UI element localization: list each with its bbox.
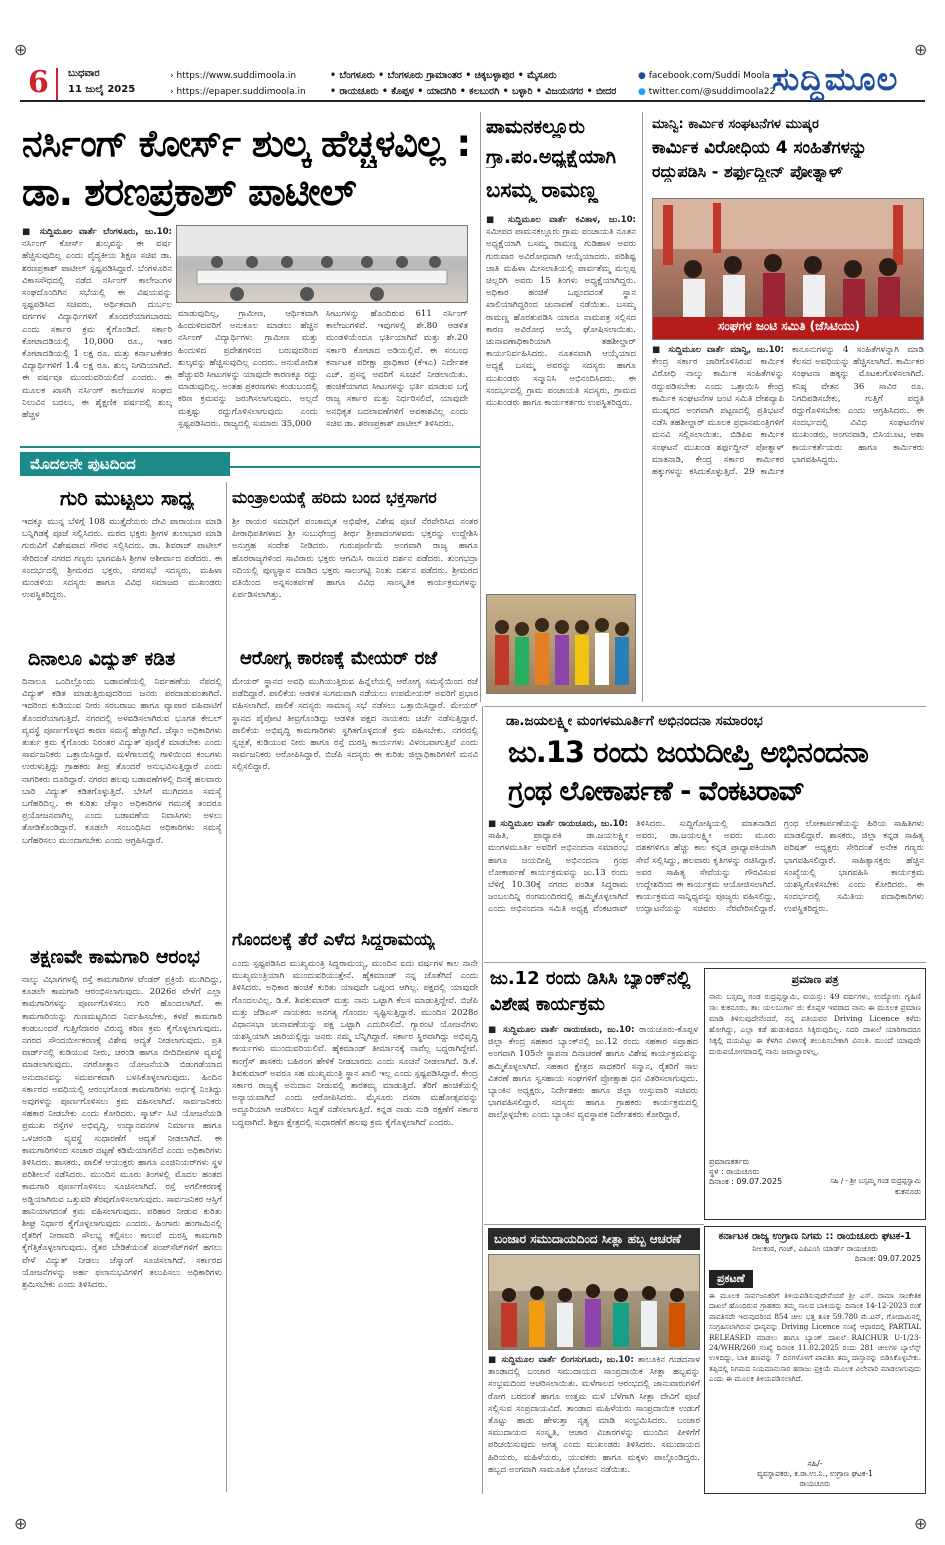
continued-banner: ಮೊದಲನೇ ಪುಟದಿಂದ	[20, 452, 230, 476]
power-headline: ದಿನಾಲೂ ವಿದ್ಯುತ್ ಕಡಿತ	[28, 648, 176, 670]
dcc-text: ರಾಯಚೂರು-ಕೊಪ್ಪಳ ಜಿಲ್ಲಾ ಕೇಂದ್ರ ಸಹಕಾರ ಬ್ಯಾಂಕ್‌ನಲ್ಲಿ ಜು.12 ರಂದು ಸಹಕಾರ ಸಪ್ತಾಹದ ಅಂಗವಾಗಿ 105ನೇ ಸ್ಥಾಪನಾ ದಿನಾಚರಣೆ ಹಾಗೂ ವಿಶೇಷ ಕಾರ್ಯಕ್ರಮವನ್ನು ಹಮ್ಮಿಕೊಳ್ಳಲಾಗಿದೆ. ಸಹಕಾರ ಕ್ಷೇತ್ರದ ಸಾಧಕರಿಗೆ ಸನ್ಮಾನ, ರೈತರಿಗೆ ಸಾಲ ವಿತರಣೆ ಹಾಗೂ ಸ್ವಸಹಾಯ ಸಂಘಗಳಿಗೆ ಪ್ರೋತ್ಸಾಹ ಧನ ವಿತರಿಸಲಾಗುವುದು. ಬ್ಯಾಂಕಿನ ಅಧ್ಯಕ್ಷರು, ನಿರ್ದೇಶಕರು ಹಾಗೂ ಜಿಲ್ಲಾ ಉಸ್ತುವಾರಿ ಸಚಿವರು ಭಾಗವಹಿಸಲಿದ್ದಾರೆ. ಸದಸ್ಯರು ಹಾಗೂ ಗ್ರಾಹಕರು ಕಾರ್ಯಕ್ರಮದಲ್ಲಿ ಪಾಲ್ಗೊಳ್ಳಬೇಕು ಎಂದು ಬ್ಯಾಂಕಿನ ವ್ಯವಸ್ಥಾಪಕ ನಿರ್ದೇಶಕರು ಕೋರಿದ್ದಾರೆ.	[488, 1025, 698, 1121]
labour-body	[652, 344, 924, 700]
cities-line-2: • ರಾಯಚೂರು • ಕೊಪ್ಪಳ • ಯಾದಗಿರಿ • ಕಲಬುರಗಿ • ಬಳ್ಳಾರಿ • ವಿಜಯನಗರ • ಬೀದರ	[330, 86, 617, 97]
ksdc-sign2: ವ್ಯವಸ್ಥಾಪಕರು, ಕ.ರಾ.ಉ.ನಿ., ಉಗ್ರಾಣ ಘಟಕ-1	[757, 1469, 873, 1478]
column-rule	[480, 112, 481, 702]
section-rule	[484, 962, 926, 963]
lead-byline: ■ ಸುದ್ದಿಮೂಲ ವಾರ್ತೆ ಬೆಂಗಳೂರು, ಜು.10:	[22, 227, 172, 237]
ksdc-notice	[704, 1226, 926, 1494]
labour-byline: ■ ಸುದ್ದಿಮೂಲ ವಾರ್ತೆ ಮಾನ್ವಿ, ಜು.10:	[652, 345, 784, 355]
certificate-notice	[704, 968, 926, 1220]
certificate-place: ಸ್ಥಳ : ರಾಯಚೂರು	[709, 1167, 760, 1176]
column-rule	[642, 112, 643, 702]
festival-photo-illustration	[489, 1255, 700, 1350]
certificate-sign: ಪ್ರಮಾಣಕರ್ತರು	[709, 1157, 750, 1166]
lead-text-a: ನರ್ಸಿಂಗ್ ಕೋರ್ಸ್ ಶುಲ್ಕವನ್ನು ಈ ವರ್ಷ ಹೆಚ್ಚಿಸುವುದಿಲ್ಲ ಎಂದು ವೈದ್ಯಕೀಯ ಶಿಕ್ಷಣ ಸಚಿವ ಡಾ. ಶರಣಪ್ರಕಾಶ್ ಪಾಟೀಲ್ ಸ್ಪಷ್ಟಪಡಿಸಿದ್ದಾರೆ. ಬೆಂಗಳೂರಿನ ವಿಕಾಸಸೌಧದಲ್ಲಿ ನಡೆದ ನರ್ಸಿಂಗ್ ಕಾಲೇಜುಗಳ ಸಂಘದೊಂದಿಗಿನ ಸಭೆಯಲ್ಲಿ ಈ ವಿಷಯವನ್ನು ಸ್ಪಷ್ಟಪಡಿಸಿದ ಸಚಿವರು, ಆರ್ಥಿಕವಾಗಿ ದುರ್ಬಲ ವರ್ಗಗಳ ವಿದ್ಯಾರ್ಥಿಗಳಿಗೆ ತೊಂದರೆಯಾಗಬಾರದು ಎಂದು ಸರ್ಕಾರ ಕ್ರಮ ಕೈಗೊಂಡಿದೆ. ಸರ್ಕಾರಿ ಕೋಟಾದಡಿಯಲ್ಲಿ 10,000 ರೂ., ಇತರ ಕೋಟಾದಡಿಯಲ್ಲಿ 1 ಲಕ್ಷ ರೂ. ಮತ್ತು ಕರ್ನಾಟಕೇತರ ವಿದ್ಯಾರ್ಥಿಗಳಿಗೆ 1.4 ಲಕ್ಷ ರೂ. ಶುಲ್ಕ ನಿಗದಿಯಾಗಿದೆ. ಈ ವರ್ಷವೂ ಮುಂದುವರಿಯಲಿದೆ ಎಂದರು. ಈ ಮೂಲಕ ಖಾಸಗಿ ನರ್ಸಿಂಗ್ ಕಾಲೇಜುಗಳ ಸಂಘದ ನಿಲುವಿನ ಬದಲು, ಈ ಶೈಕ್ಷಣಿಕ ವರ್ಷದಲ್ಲಿ ಶುಲ್ಕ ಹೆಚ್ಚಳ	[22, 239, 172, 421]
page-header	[20, 60, 925, 102]
mantralaya-body: ಶ್ರೀ ರಾಯರ ಸಮಾಧಿಗೆ ಪಂಚಾಮೃತ ಅಭಿಷೇಕ, ವಿಶೇಷ ಪೂಜೆ ನೆರವೇರಿಸಿದ ನಂತರ ಪೀಠಾಧಿಪತಿಗಳಾದ ಶ್ರೀ ಸುಬುಧೇಂದ್ರ ತೀರ್ಥ ಶ್ರೀಪಾದಂಗಳವರು ಭಕ್ತರನ್ನು ಉದ್ದೇಶಿಸಿ ಅನುಗ್ರಹ ಸಂದೇಶ ನೀಡಿದರು. ಗುರುಪೂರ್ಣಿಮೆ ಅಂಗವಾಗಿ ರಾಜ್ಯ ಹಾಗೂ ಹೊರರಾಜ್ಯಗಳಿಂದ ಸಾವಿರಾರು ಭಕ್ತರು ಆಗಮಿಸಿ ರಾಯರ ದರ್ಶನ ಪಡೆದರು. ತುಂಗಭದ್ರಾ ನದಿಯಲ್ಲಿ ಪುಣ್ಯಸ್ನಾನ ಮಾಡಿದ ಭಕ್ತರು ಸಾಲುಗಟ್ಟಿ ನಿಂತು ದರ್ಶನ ಪಡೆದರು. ಶ್ರೀಮಠದ ವತಿಯಿಂದ ಅನ್ನಸಂತರ್ಪಣೆ ಹಾಗೂ ವಿವಿಧ ಸಾಂಸ್ಕೃತಿಕ ಕಾರ್ಯಕ್ರಮಗಳನ್ನು ಏರ್ಪಡಿಸಲಾಗಿತ್ತು.	[232, 517, 478, 601]
panchayat-headline-2: ಗ್ರಾ.ಪಂ.ಅಧ್ಯಕ್ಷೆಯಾಗಿ	[486, 146, 616, 168]
twitter-icon: ●	[638, 87, 649, 97]
registration-mark: ⊕	[914, 1514, 928, 1533]
registration-mark: ⊕	[14, 40, 28, 59]
meeting-photo-illustration	[177, 226, 468, 303]
facebook-icon: ●	[638, 71, 649, 81]
tender-body: ನಾಲ್ಕು ವಿಭಾಗಗಳಲ್ಲಿ ರಸ್ತೆ ಕಾಮಗಾರಿಗಳ ಟೆಂಡರ್ ಪ್ರಕ್ರಿಯೆ ಮುಗಿದಿದ್ದು, ಕೂಡಲೇ ಕಾಮಗಾರಿ ಆರಂಭಿಸಲಾಗುವುದು. 2026ರ ವೇಳೆಗೆ ಎಲ್ಲಾ ಕಾಮಗಾರಿಗಳನ್ನು ಪೂರ್ಣಗೊಳಿಸಲು ಗುರಿ ಹೊಂದಲಾಗಿದೆ. ಈ ಕಾಮಗಾರಿಯನ್ನು ಗುಣಮಟ್ಟದಿಂದ ನಿರ್ವಹಿಸಬೇಕು, ಕಳಪೆ ಕಾಮಗಾರಿ ಕಂಡುಬಂದರೆ ಗುತ್ತಿಗೆದಾರರ ವಿರುದ್ಧ ಕಠಿಣ ಕ್ರಮ ಕೈಗೊಳ್ಳಲಾಗುವುದು. ನಗರದ ಸೌಂದರ್ಯೀಕರಣಕ್ಕೆ ವಿಶೇಷ ಆದ್ಯತೆ ನೀಡಲಾಗುವುದು. ಪ್ರತಿ ವಾರ್ಡ್‌ನಲ್ಲಿ ಕುಡಿಯುವ ನೀರು, ಚರಂಡಿ ಹಾಗೂ ಬೀದಿದೀಪಗಳ ವ್ಯವಸ್ಥೆ ಮಾಡಲಾಗುವುದು. ನಗರೋತ್ಥಾನ ಯೋಜನೆಯಡಿ ಬಿಡುಗಡೆಯಾದ ಅನುದಾನವನ್ನು ಸಮರ್ಪಕವಾಗಿ ಬಳಸಿಕೊಳ್ಳಲಾಗುವುದು. ಹಿಂದಿನ ಸರ್ಕಾರದ ಅವಧಿಯಲ್ಲಿ ಆರಂಭಗೊಂಡ ಕಾಮಗಾರಿಗಳು ಅರ್ಧಕ್ಕೆ ನಿಂತಿದ್ದು ಅವುಗಳನ್ನು ಪೂರ್ಣಗೊಳಿಸಲು ಕ್ರಮ ವಹಿಸಲಾಗಿದೆ. ಸಾರ್ವಜನಿಕರು ಸಹಕಾರ ನೀಡಬೇಕು ಎಂದು ಕೋರಿದರು. ಸ್ಮಾರ್ಟ್ ಸಿಟಿ ಯೋಜನೆಯಡಿ ಪ್ರಮುಖ ರಸ್ತೆಗಳ ಅಭಿವೃದ್ಧಿ, ಉದ್ಯಾನವನಗಳ ನಿರ್ಮಾಣ ಹಾಗೂ ಒಳಚರಂಡಿ ವ್ಯವಸ್ಥೆ ಸುಧಾರಣೆಗೆ ಆದ್ಯತೆ ನೀಡಲಾಗಿದೆ. ಈ ಕಾಮಗಾರಿಗಳಿಂದ ಸಂಚಾರ ದಟ್ಟಣೆ ಕಡಿಮೆಯಾಗಲಿದೆ ಎಂದು ಅಧಿಕಾರಿಗಳು ತಿಳಿಸಿದರು. ಶಾಸಕರು, ಪಾಲಿಕೆ ಆಯುಕ್ತರು ಹಾಗೂ ಎಂಜಿನಿಯರ್‌ಗಳು ಸ್ಥಳ ಪರಿಶೀಲನೆ ನಡೆಸಿದರು. ಮುಂದಿನ ಮೂರು ತಿಂಗಳಲ್ಲಿ ಮೊದಲ ಹಂತದ ಕಾಮಗಾರಿ ಪೂರ್ಣಗೊಳಿಸಲು ಸೂಚಿಸಲಾಗಿದೆ. ರಸ್ತೆ ಅಗಲೀಕರಣಕ್ಕೆ ಅಡ್ಡಿಯಾಗಿರುವ ಒತ್ತುವರಿ ತೆರವುಗೊಳಿಸಲಾಗುವುದು. ಸಾರ್ವಜನಿಕರ ಆಸ್ತಿಗೆ ಹಾನಿಯಾಗದಂತೆ ಕ್ರಮ ವಹಿಸಲಾಗುವುದು. ಪರಿಹಾರ ನೀಡುವ ಕುರಿತು ಶೀಘ್ರ ನಿರ್ಧಾರ ಕೈಗೊಳ್ಳಲಾಗುವುದು ಎಂದರು. ಹಿಂಗಾರು ಹಂಗಾಮಿನಲ್ಲಿ ರೈತರಿಗೆ ನೀರಾವರಿ ಸೌಲಭ್ಯ ಕಲ್ಪಿಸಲು ಕಾಲುವೆ ದುರಸ್ತಿ ಕಾಮಗಾರಿ ಕೈಗೆತ್ತಿಕೊಳ್ಳಲಾಗುವುದು. ರೈತರ ಬೇಡಿಕೆಯಂತೆ ಪಂಪ್‌ಸೆಟ್‌ಗಳಿಗೆ ಹಗಲು ವೇಳೆ ವಿದ್ಯುತ್ ನೀಡಲು ಜೆಸ್ಕಾಂಗೆ ಸೂಚಿಸಲಾಗಿದೆ. ಸರ್ಕಾರದ ಯೋಜನೆಗಳನ್ನು ಅರ್ಹ ಫಲಾನುಭವಿಗಳಿಗೆ ತಲುಪಿಸಲು ಅಧಿಕಾರಿಗಳು ಶ್ರಮಿಸಬೇಕು ಎಂದು ತಿಳಿಸಿದರು.	[22, 975, 222, 1291]
jayalakshmi-text: ಸಾಹಿತಿ, ಪ್ರಾಧ್ಯಾಪಕಿ ಡಾ.ಜಯಲಕ್ಷ್ಮೀ ಮಂಗಳಮೂರ್ತಿ ಅವರಿಗೆ ಅಭಿನಂದನಾ ಸಮಾರಂಭ ಹಾಗೂ ಜಯದೀಪ್ತಿ ಅಭಿನಂದನಾ ಗ್ರಂಥ ಲೋಕಾರ್ಪಣೆ ಕಾರ್ಯಕ್ರಮವನ್ನು ಜು.13 ರಂದು ಬೆಳಿಗ್ಗೆ 10.30ಕ್ಕೆ ನಗರದ ಪಂಡಿತ ಸಿದ್ದರಾಮ ಜಂಬಲದಿನ್ನಿ ರಂಗಮಂದಿರದಲ್ಲಿ ಹಮ್ಮಿಕೊಳ್ಳಲಾಗಿದೆ ಎಂದು ಅಭಿನಂದನಾ ಸಮಿತಿ ಅಧ್ಯಕ್ಷ ವೆಂಕಟರಾವ್ ತಿಳಿಸಿದರು. ಸುದ್ದಿಗೋಷ್ಠಿಯಲ್ಲಿ ಮಾತನಾಡಿದ ಅವರು, ಡಾ.ಜಯಲಕ್ಷ್ಮೀ ಅವರು ಮೂರು ದಶಕಗಳಿಗೂ ಹೆಚ್ಚು ಕಾಲ ಕನ್ನಡ ಪ್ರಾಧ್ಯಾಪಕಿಯಾಗಿ ಸೇವೆ ಸಲ್ಲಿಸಿದ್ದು, ಹಲವಾರು ಕೃತಿಗಳನ್ನು ರಚಿಸಿದ್ದಾರೆ. ಅವರ ಸಾಹಿತ್ಯ ಸೇವೆಯನ್ನು ಗೌರವಿಸುವ ಉದ್ದೇಶದಿಂದ ಈ ಕಾರ್ಯಕ್ರಮ ಆಯೋಜಿಸಲಾಗಿದೆ. ಕಾರ್ಯಕ್ರಮದ ಸಾನ್ನಿಧ್ಯವನ್ನು ಪೂಜ್ಯರು ವಹಿಸಲಿದ್ದು, ಉದ್ಘಾಟನೆಯನ್ನು ಸಚಿವರು ನೆರವೇರಿಸಲಿದ್ದಾರೆ. ಗ್ರಂಥ ಲೋಕಾರ್ಪಣೆಯನ್ನು ಹಿರಿಯ ಸಾಹಿತಿಗಳು ಮಾಡಲಿದ್ದಾರೆ. ಶಾಸಕರು, ಜಿಲ್ಲಾ ಕನ್ನಡ ಸಾಹಿತ್ಯ ಪರಿಷತ್ ಅಧ್ಯಕ್ಷರು ಸೇರಿದಂತೆ ಅನೇಕ ಗಣ್ಯರು ಭಾಗವಹಿಸಲಿದ್ದಾರೆ. ಸಾಹಿತ್ಯಾಸಕ್ತರು ಹೆಚ್ಚಿನ ಸಂಖ್ಯೆಯಲ್ಲಿ ಭಾಗವಹಿಸಿ ಕಾರ್ಯಕ್ರಮ ಯಶಸ್ವಿಗೊಳಿಸಬೇಕು ಎಂದು ಕೋರಿದರು. ಈ ಸಂದರ್ಭದಲ್ಲಿ ಸಮಿತಿಯ ಪದಾಧಿಕಾರಿಗಳು ಉಪಸ್ಥಿತರಿದ್ದರು.	[488, 819, 924, 915]
panchayat-headline-1: ಪಾಮನಕಲ್ಲೂರು	[486, 116, 585, 138]
guri-headline: ಗುರಿ ಮುಟ್ಟಲು ಸಾಧ್ಯ	[60, 486, 195, 510]
facebook-link[interactable]: facebook.com/Suddi Moola	[648, 71, 770, 81]
banjara-photo	[488, 1254, 700, 1350]
lead-headline-1: ನರ್ಸಿಂಗ್ ಕೋರ್ಸ್ ಶುಲ್ಕ ಹೆಚ್ಚಳವಿಲ್ಲ :	[22, 122, 471, 165]
header-date: 11 ಜುಲೈ 2025	[68, 84, 136, 95]
registration-mark: ⊕	[914, 40, 928, 59]
lead-body-col2: ಮಾಡುವುದಿಲ್ಲ, ಗ್ರಾಮೀಣ, ಆರ್ಥಿಕವಾಗಿ ಹಿಂದುಳಿದವರಿಗೆ ಅನುಕೂಲ ಮಾಡಲು ಹೆಚ್ಚಿನ ನರ್ಸಿಂಗ್ ವಿದ್ಯಾರ್ಥಿಗಳು ಗ್ರಾಮೀಣ ಮತ್ತು ಹಿಂದುಳಿದ ಪ್ರದೇಶಗಳಿಂದ ಬರುವುದರಿಂದ ಶುಲ್ಕವನ್ನು ಹೆಚ್ಚಿಸುವುದಿಲ್ಲ ಎಂದರು. ಅನುಮೋದಿತ ಹೆಚ್ಚುವರಿ ಸೀಟುಗಳನ್ನು ಯಾವುದೇ ಕಾರಣಕ್ಕೂ ರದ್ದು ಮಾಡುವುದಿಲ್ಲ. ಅಂತಹ ಪ್ರಕರಣಗಳು ಕಂಡುಬಂದಲ್ಲಿ ಕಠಿಣ ಕ್ರಮವನ್ನು ಜರುಗಿಸಲಾಗುವುದು. ಅಲ್ಲದೆ ಮತ್ತಷ್ಟು ರದ್ದುಗೊಳಿಸಲಾಗುವುದು ಎಂದು ಸ್ಪಷ್ಟಪಡಿಸಿದರು. ರಾಜ್ಯದಲ್ಲಿ ಸುಮಾರು 35,000	[178, 309, 318, 429]
power-body: ದಿನಾಲೂ ಒಂದಿಲ್ಲೊಂದು ಬಡಾವಣೆಯಲ್ಲಿ ನಿರ್ವಹಣೆಯ ನೆಪದಲ್ಲಿ ವಿದ್ಯುತ್ ಕಡಿತ ಮಾಡುತ್ತಿರುವುದರಿಂದ ಜನರು ಪರದಾಡುವಂತಾಗಿದೆ. ಇದರಿಂದ ಕುಡಿಯುವ ನೀರು ಸರಬರಾಜು ಹಾಗೂ ವ್ಯಾಪಾರ ವಹಿವಾಟಿಗೆ ತೊಂದರೆಯಾಗುತ್ತಿದೆ. ನಗರದಲ್ಲಿ ಅಳವಡಿಸಲಾಗಿರುವ ಭೂಗತ ಕೇಬಲ್ ವ್ಯವಸ್ಥೆ ಪೂರ್ಣಗೊಳ್ಳದ ಕಾರಣ ಸಮಸ್ಯೆ ಹೆಚ್ಚಾಗಿದೆ. ಜೆಸ್ಕಾಂ ಅಧಿಕಾರಿಗಳು ತುರ್ತು ಕ್ರಮ ಕೈಗೊಂಡು ನಿರಂತರ ವಿದ್ಯುತ್ ಪೂರೈಕೆ ಮಾಡಬೇಕು ಎಂದು ಸಾರ್ವಜನಿಕರು ಒತ್ತಾಯಿಸಿದ್ದಾರೆ. ಮಳೆಗಾಲದಲ್ಲಿ ಗಾಳಿಯಿಂದ ಕಂಬಗಳು ಉರುಳುತ್ತಿದ್ದು ಗ್ರಾಹಕರು ತೀವ್ರ ತೊಂದರೆ ಅನುಭವಿಸುತ್ತಿದ್ದಾರೆ ಎಂದು ನಾಗರಿಕರು ದೂರಿದ್ದಾರೆ. ನಗರದ ಹಲವು ಬಡಾವಣೆಗಳಲ್ಲಿ ದಿನಕ್ಕೆ ಹಲವಾರು ಬಾರಿ ವಿದ್ಯುತ್ ಕಡಿತಗೊಳ್ಳುತ್ತಿದೆ. ಬೇಸಿಗೆ ಮುಗಿದರೂ ಸಮಸ್ಯೆ ಬಗೆಹರಿದಿಲ್ಲ. ಈ ಕುರಿತು ಜೆಸ್ಕಾಂ ಅಧಿಕಾರಿಗಳ ಗಮನಕ್ಕೆ ತಂದರೂ ಪ್ರಯೋಜನವಾಗಿಲ್ಲ ಎಂದು ಬಡಾವಣೆಯ ನಿವಾಸಿಗಳು ಅಳಲು ತೋಡಿಕೊಂಡಿದ್ದಾರೆ. ಕೂಡಲೇ ಸಂಬಂಧಿಸಿದ ಅಧಿಕಾರಿಗಳು ಸಮಸ್ಯೆ ಬಗೆಹರಿಸಲು ಮುಂದಾಗಬೇಕು ಎಂದು ಆಗ್ರಹಿಸಿದ್ದಾರೆ.	[22, 677, 222, 846]
dcc-headline-1: ಜು.12 ರಂದು ಡಿಸಿಸಿ ಬ್ಯಾಂಕ್‌ನಲ್ಲಿ	[490, 968, 691, 989]
jayalakshmi-byline: ■ ಸುದ್ದಿಮೂಲ ವಾರ್ತೆ ರಾಯಚೂರು, ಜು.10:	[488, 819, 628, 829]
labour-headline-1: ಕಾರ್ಮಿಕ ವಿರೋಧಿಯ 4 ಸಂಹಿತೆಗಳನ್ನು	[652, 138, 868, 158]
siddaramaiah-headline: ಗೊಂದಲಕ್ಕೆ ತೆರೆ ಎಳೆದ ಸಿದ್ದರಾಮಯ್ಯ	[232, 930, 435, 950]
group-photo-illustration	[487, 595, 636, 694]
ksdc-sign1: ಸಹಿ/-	[807, 1459, 823, 1468]
link-icon: ›	[170, 71, 177, 81]
certificate-title: ಪ್ರಮಾಣ ಪತ್ರ	[791, 973, 839, 986]
divider	[56, 68, 58, 100]
certificate-date: ದಿನಾಂಕ : 09.07.2025	[709, 1177, 783, 1186]
photo-banner-text: ಸಂಘಗಳ ಜಂಟಿ ಸಮಿತಿ (ಜೆಸಿಟಿಯು)	[717, 319, 861, 333]
lead-body-col1	[22, 226, 172, 432]
panchayat-body	[486, 214, 636, 590]
certificate-signature: ಸಹಿ / - ಶ್ರೀ ಬಸ್ಸಮ್ಮ ಗಂಡ ರುದ್ರಪ್ಪಸ್ವಾಮಿ	[830, 1177, 921, 1185]
tender-headline: ತಕ್ಷಣವೇ ಕಾಮಗಾರಿ ಆರಂಭ	[30, 946, 200, 968]
jayalakshmi-headline-2: ಗ್ರಂಥ ಲೋಕಾರ್ಪಣೆ - ವೆಂಕಟರಾವ್	[508, 776, 804, 807]
link-icon: ›	[170, 87, 177, 97]
section-rule	[484, 1224, 704, 1225]
banjara-headline: ಬಂಜಾರ ಸಮುದಾಯದಿಂದ ಸೀತ್ಲಾ ಹಬ್ಬ ಆಚರಣೆ	[494, 1232, 681, 1246]
ksdc-sign3: ರಾಯಚೂರು	[799, 1479, 831, 1488]
siddaramaiah-body: ಎಂದು ಸ್ಪಷ್ಟಪಡಿಸಿದ ಮುಖ್ಯಮಂತ್ರಿ ಸಿದ್ದರಾಮಯ್ಯ, ಮುಂದಿನ ಐದು ವರ್ಷಗಳ ಕಾಲ ನಾನೇ ಮುಖ್ಯಮಂತ್ರಿಯಾಗಿ ಮುಂದುವರಿಯುತ್ತೇನೆ. ಹೈಕಮಾಂಡ್ ನನ್ನ ಜೊತೆಗಿದೆ ಎಂದು ತಿಳಿಸಿದರು. ಅಧಿಕಾರ ಹಂಚಿಕೆ ಕುರಿತು ಯಾವುದೇ ಒಪ್ಪಂದ ಆಗಿಲ್ಲ. ಪಕ್ಷದಲ್ಲಿ ಯಾವುದೇ ಗೊಂದಲವಿಲ್ಲ. ಡಿ.ಕೆ. ಶಿವಕುಮಾರ್ ಮತ್ತು ನಾನು ಒಟ್ಟಾಗಿ ಕೆಲಸ ಮಾಡುತ್ತಿದ್ದೇವೆ. ಬಿಜೆಪಿ ಮತ್ತು ಜೆಡಿಎಸ್ ನಾಯಕರು ಅನಗತ್ಯ ಗೊಂದಲ ಸೃಷ್ಟಿಸುತ್ತಿದ್ದಾರೆ. ಮುಂದಿನ 2028ರ ವಿಧಾನಸಭಾ ಚುನಾವಣೆಯನ್ನು ಪಕ್ಷ ಒಟ್ಟಾಗಿ ಎದುರಿಸಲಿದೆ. ಗ್ಯಾರಂಟಿ ಯೋಜನೆಗಳು ಯಶಸ್ವಿಯಾಗಿ ಜಾರಿಯಲ್ಲಿದ್ದು ಜನರು ನಮ್ಮ ಬೆನ್ನಿಗಿದ್ದಾರೆ. ಸರ್ಕಾರ ಸ್ಥಿರವಾಗಿದ್ದು ಅಭಿವೃದ್ಧಿ ಕಾರ್ಯಗಳು ಮುಂದುವರಿಯಲಿವೆ. ಹೈಕಮಾಂಡ್ ತೀರ್ಮಾನಕ್ಕೆ ನಾವೆಲ್ಲ ಬದ್ಧರಾಗಿದ್ದೇವೆ. ಕಾಂಗ್ರೆಸ್ ಶಾಸಕರು ಬಹಿರಂಗ ಹೇಳಿಕೆ ನೀಡಬಾರದು ಎಂದು ಸೂಚನೆ ನೀಡಲಾಗಿದೆ. ಡಿ.ಕೆ. ಶಿವಕುಮಾರ್ ಅವರೂ ಸಹ ಮುಖ್ಯಮಂತ್ರಿ ಸ್ಥಾನ ಖಾಲಿ ಇಲ್ಲ ಎಂದು ಸ್ಪಷ್ಟಪಡಿಸಿದ್ದಾರೆ. ಕೇಂದ್ರ ಸರ್ಕಾರ ರಾಜ್ಯಕ್ಕೆ ಅನುದಾನ ನೀಡುವಲ್ಲಿ ತಾರತಮ್ಯ ಮಾಡುತ್ತಿದೆ. ತೆರಿಗೆ ಹಂಚಿಕೆಯಲ್ಲಿ ಅನ್ಯಾಯವಾಗಿದೆ ಎಂದು ಆರೋಪಿಸಿದರು. ಮೈಸೂರು ದಸರಾ ಮಹೋತ್ಸವವನ್ನು ಅದ್ಧೂರಿಯಾಗಿ ಆಚರಿಸಲು ಸಿದ್ಧತೆ ನಡೆಸಲಾಗುತ್ತಿದೆ. ಕನ್ನಡ ನಾಡು ನುಡಿ ರಕ್ಷಣೆಗೆ ಸರ್ಕಾರ ಬದ್ಧವಾಗಿದೆ. ಶಿಕ್ಷಣ ಕ್ಷೇತ್ರದಲ್ಲಿ ಸುಧಾರಣೆಗೆ ಹಲವು ಕ್ರಮ ಕೈಗೊಳ್ಳಲಾಗಿದೆ ಎಂದರು.	[232, 959, 478, 1128]
header-social	[638, 68, 775, 100]
column-rule	[482, 706, 483, 1494]
certificate-body: ನಾನು ಬಸ್ಸಮ್ಮ ಗಂಡ ರುದ್ರಪ್ಪಸ್ವಾಮಿ, ವಯಸ್ಸು: 49 ವರ್ಷಗಳು, ಉದ್ಯೋಗ: ಗೃಹಿಣಿ ಸಾ: ಕುಕನೂರು, ತಾ: ಯಲಬುರ್ಗಾ ಜಿ: ಕೊಪ್ಪಳ ಇವರಾದ ನಾನು ಈ ಮೂಲಕ ಪ್ರಮಾಣ ಮಾಡಿ ತಿಳಿಸುವುದೇನೆಂದರೆ, ನನ್ನ ಪತಿಯವರ Driving Licence ಕಳೆದು ಹೋಗಿದ್ದು, ಎಲ್ಲಾ ಕಡೆ ಹುಡುಕಿದರೂ ಸಿಕ್ಕಿರುವುದಿಲ್ಲ. ಸದರಿ ದಾಖಲೆ ಯಾರಿಗಾದರೂ ಸಿಕ್ಕಲ್ಲಿ ದಯವಿಟ್ಟು ಈ ಕೆಳಗಿನ ವಿಳಾಸಕ್ಕೆ ತಲುಪಿಸಬೇಕಾಗಿ ವಿನಂತಿ. ಮುಂದೆ ಯಾವುದೇ ದುರುಪಯೋಗವಾದಲ್ಲಿ ನಾನು ಜವಾಬ್ದಾರಳಲ್ಲ.	[709, 992, 921, 1056]
labour-photo	[652, 198, 924, 340]
dcc-headline-2: ವಿಶೇಷ ಕಾರ್ಯಕ್ರಮ	[490, 994, 605, 1015]
lead-headline-2: ಡಾ. ಶರಣಪ್ರಕಾಶ್ ಪಾಟೀಲ್	[22, 170, 356, 214]
dcc-byline: ■ ಸುದ್ದಿಮೂಲ ವಾರ್ತೆ ರಾಯಚೂರು, ಜು.10:	[488, 1025, 635, 1035]
banner-rule	[20, 446, 480, 448]
panchayat-byline: ■ ಸುದ್ದಿಮೂಲ ವಾರ್ತೆ ಕವಿತಾಳ, ಜು.10:	[486, 215, 636, 225]
section-rule	[484, 706, 926, 707]
panchayat-photo	[486, 594, 636, 694]
panchayat-text: ಸಮೀಪದ ಪಾಮನಕಲ್ಲೂರು ಗ್ರಾಮ ಪಂಚಾಯತಿ ನೂತನ ಅಧ್ಯಕ್ಷೆಯಾಗಿ ಬಸಮ್ಮ ರಾಮಣ್ಣ ಗುಡಿಹಾಳ ಅವರು ಗುರುವಾರ ಅವಿರೋಧವಾಗಿ ಆಯ್ಕೆಯಾದರು. ಪರಿಶಿಷ್ಟ ಜಾತಿ ಮಹಿಳಾ ಮೀಸಲಾತಿಯಲ್ಲಿ ಪಾರ್ವತೆಮ್ಮ ಮಲ್ಲಪ್ಪ ಚಿಲ್ಲರಿಗಿ ಅವರು 15 ತಿಂಗಳು ಅಧ್ಯಕ್ಷೆಯಾಗಿದ್ದರು. ಅಧಿಕಾರ ಹಂಚಿಕೆ ಒಪ್ಪಂದದಂತೆ ಸ್ಥಾನ ಖಾಲಿಯಾಗಿದ್ದರಿಂದ ಚುನಾವಣೆ ನಡೆಯಿತು. ಬಸಮ್ಮ ರಾಮಣ್ಣ ಹೊರತುಪಡಿಸಿ ಯಾರೂ ನಾಮಪತ್ರ ಸಲ್ಲಿಸದ ಕಾರಣ ಅವಿರೋಧ ಆಯ್ಕೆ ಘೋಷಿಸಲಾಯಿತು. ಚುನಾವಣಾಧಿಕಾರಿಯಾಗಿ ತಹಶೀಲ್ದಾರ್ ಕಾರ್ಯನಿರ್ವಹಿಸಿದರು. ನೂತನವಾಗಿ ಆಯ್ಕೆಯಾದ ಅಧ್ಯಕ್ಷೆ ಬಸಮ್ಮ ಅವರನ್ನು ಸದಸ್ಯರು ಹಾಗೂ ಮುಖಂಡರು ಸನ್ಮಾನಿಸಿ ಅಭಿನಂದಿಸಿದರು. ಈ ಸಂದರ್ಭದಲ್ಲಿ ಗ್ರಾಮ ಪಂಚಾಯತಿ ಸದಸ್ಯರು, ಗ್ರಾಮದ ಮುಖಂಡರು ಹಾಗೂ ಕಾರ್ಯಕರ್ತರು ಉಪಸ್ಥಿತರಿದ್ದರು.	[486, 227, 636, 409]
mayor-body: ಮೇಯರ್ ಸ್ಥಾನದ ಅವಧಿ ಮುಗಿಯುತ್ತಿರುವ ಹಿನ್ನೆಲೆಯಲ್ಲಿ ಆರೋಗ್ಯ ಸಮಸ್ಯೆಯಿಂದ ರಜೆ ಪಡೆದಿದ್ದಾರೆ. ಪಾಲಿಕೆಯ ಆಡಳಿತ ಸುಗಮವಾಗಿ ನಡೆಯಲು ಉಪಮೇಯರ್ ಅವರಿಗೆ ಪ್ರಭಾರ ವಹಿಸಲಾಗಿದೆ. ಪಾಲಿಕೆ ಸದಸ್ಯರು ಸಾಮಾನ್ಯ ಸಭೆ ನಡೆಸಲು ಒತ್ತಾಯಿಸಿದ್ದಾರೆ. ಮೇಯರ್ ಸ್ಥಾನದ ಪೈಪೋಟಿ ತೀವ್ರಗೊಂಡಿದ್ದು ಆಡಳಿತ ಪಕ್ಷದ ನಾಯಕರು ಚರ್ಚೆ ನಡೆಸುತ್ತಿದ್ದಾರೆ. ಪಾಲಿಕೆಯ ಅಭಿವೃದ್ಧಿ ಕಾಮಗಾರಿಗಳು ಸ್ಥಗಿತಗೊಳ್ಳದಂತೆ ಕ್ರಮ ವಹಿಸಬೇಕು. ನಗರದಲ್ಲಿ ಸ್ವಚ್ಛತೆ, ಕುಡಿಯುವ ನೀರು ಹಾಗೂ ರಸ್ತೆ ದುರಸ್ತಿ ಕಾರ್ಯಗಳು ವಿಳಂಬವಾಗುತ್ತಿವೆ ಎಂದು ಸಾರ್ವಜನಿಕರು ಆರೋಪಿಸಿದ್ದಾರೆ. ಬಿಜೆಪಿ ಸದಸ್ಯರು ಈ ಕುರಿತು ಜಿಲ್ಲಾಧಿಕಾರಿಗಳಿಗೆ ಮನವಿ ಸಲ್ಲಿಸಲಿದ್ದಾರೆ.	[232, 677, 478, 773]
ksdc-header: ಕರ್ನಾಟಕ ರಾಜ್ಯ ಉಗ್ರಾಣ ನಿಗಮ :: ರಾಯಚೂರು ಘಟಕ-1	[718, 1231, 912, 1242]
guri-body: ಇದಕ್ಕೂ ಮುನ್ನ ಬೆಳಿಗ್ಗೆ 108 ಮುತ್ತೈದೆಯರು ದೇವಿ ಪಾರಾಯಣ ಮಾಡಿ ಬನ್ನಿಗಿಡಕ್ಕೆ ಪೂಜೆ ಸಲ್ಲಿಸಿದರು. ಮಠದ ಭಕ್ತರು ಶ್ರೀಗಳ ತುಲಾಭಾರ ಮಾಡಿ ಗುರುವಿಗೆ ವಿಶೇಷವಾದ ಗೌರವ ಸಲ್ಲಿಸಿದರು. ಡಾ. ಶಿವರಾಜ್ ಪಾಟೀಲ್ ಸೇರಿದಂತೆ ನಗರದ ಗಣ್ಯರು ಭಾಗವಹಿಸಿ ಶ್ರೀಗಳ ಆಶೀರ್ವಾದ ಪಡೆದರು. ಈ ಸಂದರ್ಭದಲ್ಲಿ ಶ್ರೀಮಠದ ಭಕ್ತರು, ನಗರಸಭೆ ಸದಸ್ಯರು, ಮಹಿಳಾ ಮಂಡಳಿಯ ಸದಸ್ಯರು ಹಾಗೂ ವಿವಿಧ ಸಮಾಜದ ಮುಖಂಡರು ಉಪಸ್ಥಿತರಿದ್ದರು.	[22, 517, 222, 601]
banjara-body	[488, 1354, 700, 1494]
cities-line-1: • ಬೆಂಗಳೂರು • ಬೆಂಗಳೂರು ಗ್ರಾಮಾಂತರ • ಚಿಕ್ಕಬಳ್ಳಾಪುರ • ಮೈಸೂರು	[330, 70, 557, 81]
epaper-link[interactable]: https://epaper.suddimoola.in	[176, 87, 306, 97]
header-day: ಬುಧವಾರ	[68, 68, 100, 79]
labour-kicker: ಮಾನ್ವಿ: ಕಾರ್ಮಿಕ ಸಂಘಟನೆಗಳ ಮುಷ್ಕರ	[652, 117, 819, 132]
lead-body-col3: ಸೀಟುಗಳನ್ನು ಹೊಂದಿರುವ 611 ನರ್ಸಿಂಗ್ ಕಾಲೇಜುಗಳಿವೆ. ಇವುಗಳಲ್ಲಿ ಶೇ.80 ಆಡಳಿತ ಮಂಡಳಿಯೆಂದೂ ಭರ್ತಿಯಾಗಿವೆ ಮತ್ತು ಶೇ.20 ಸರ್ಕಾರಿ ಕೋಟಾದ ಅಡಿಯಲ್ಲಿವೆ. ಈ ಸಂಬಂಧ ಕರ್ನಾಟಕ ಪರೀಕ್ಷಾ ಪ್ರಾಧಿಕಾರ (ಕೆಇಎ) ನಿರ್ದೇಶಕ ಎಚ್. ಪ್ರಸನ್ನ ಅವರಿಗೆ ಸೂಚನೆ ನೀಡಲಾಯಿತು. ಹಂಚಿಕೆಯಾಗದ ಸೀಟುಗಳನ್ನು ಭರ್ತಿ ಮಾಡುವ ಬಗ್ಗೆ ರಾಜ್ಯ ಸರ್ಕಾರ ಮತ್ತು ನಿರ್ಧರಿಸಲಿದೆ, ಯಾವುದೇ ಅನಧಿಕೃತ ಬದಲಾವಣೆಗಳಿಗೆ ಅವಕಾಶವಿಲ್ಲ ಎಂದು ಸಚಿವ ಡಾ. ಶರಣಪ್ರಕಾಶ್ ಪಾಟೀಲ್ ತಿಳಿಸಿದರು.	[326, 309, 468, 429]
labour-text: ಕೇಂದ್ರ ಸರ್ಕಾರ ಜಾರಿಗೊಳಿಸಿರುವ ಕಾರ್ಮಿಕ ವಿರೋಧಿ ನಾಲ್ಕು ಕಾರ್ಮಿಕ ಸಂಹಿತೆಗಳನ್ನು ರದ್ದುಪಡಿಸಬೇಕು ಎಂದು ಒತ್ತಾಯಿಸಿ ಕೇಂದ್ರ ಕಾರ್ಮಿಕ ಸಂಘಟನೆಗಳ ಜಂಟಿ ಸಮಿತಿ ದೇಶವ್ಯಾಪಿ ಮುಷ್ಕರದ ಅಂಗವಾಗಿ ಪಟ್ಟಣದಲ್ಲಿ ಪ್ರತಿಭಟನೆ ನಡೆಸಿ ತಹಶೀಲ್ದಾರ್ ಮೂಲಕ ಪ್ರಧಾನಮಂತ್ರಿಗಳಿಗೆ ಮನವಿ ಸಲ್ಲಿಸಲಾಯಿತು. ಬಿಡಿಪಿಐ ಕಾರ್ಮಿಕ ಸಂಘಟನೆ ಮುಖಂಡ ಶರ್ಫುದ್ದೀನ್ ಪೋತ್ನಾಳ್ ಮಾತನಾಡಿ, ಕೇಂದ್ರ ಸರ್ಕಾರ ಕಾರ್ಮಿಕರ ಹಕ್ಕುಗಳನ್ನು ಕಸಿದುಕೊಳ್ಳುತ್ತಿದೆ. 29 ಕಾರ್ಮಿಕ ಕಾನೂನುಗಳನ್ನು 4 ಸಂಹಿತೆಗಳನ್ನಾಗಿ ಮಾಡಿ ಕೆಲಸದ ಅವಧಿಯನ್ನು ಹೆಚ್ಚಿಸಲಾಗಿದೆ. ಕಾರ್ಮಿಕರ ಸಂಘಟನಾ ಹಕ್ಕನ್ನು ಮೊಟಕುಗೊಳಿಸಲಾಗಿದೆ. ಕನಿಷ್ಠ ವೇತನ 36 ಸಾವಿರ ರೂ. ನಿಗದಿಪಡಿಸಬೇಕು, ಗುತ್ತಿಗೆ ಪದ್ಧತಿ ರದ್ದುಗೊಳಿಸಬೇಕು ಎಂದು ಆಗ್ರಹಿಸಿದರು. ಈ ಸಂದರ್ಭದಲ್ಲಿ ವಿವಿಧ ಸಂಘಟನೆಗಳ ಮುಖಂಡರು, ಅಂಗನವಾಡಿ, ಬಿಸಿಯೂಟ, ಆಶಾ ಕಾರ್ಯಕರ್ತೆಯರು ಹಾಗೂ ಕಾರ್ಮಿಕರು ಭಾಗವಹಿಸಿದ್ದರು.	[652, 345, 924, 478]
lead-photo	[176, 225, 468, 303]
website-link[interactable]: https://www.suddimoola.in	[176, 71, 297, 81]
header-cities	[330, 68, 616, 100]
ksdc-body: ಈ ಮೂಲಕ ಸಾರ್ವಜನಿಕರಿಗೆ ತಿಳಿಯಪಡಿಸುವುದೇನೆಂದರೆ ಶ್ರೀ ಎಸ್. ರಾಮಾ ಸಾಂಕೇತಿಕ ದಾಖಲೆ ಹೊಂದಿರುವ ಗ್ರಾಹಕರು ತಮ್ಮ ಸಾಲದ ಬಾಕಿಯನ್ನು ದಿನಾಂಕ 14-12-2023 ರಂತೆ ಪಾವತಿಸದೇ ಇರುವುದರಿಂದ 854 ಚೀಲ ಭತ್ತ ತೂಕ 59.780 ಮೆ.ಟನ್, ಗೋದಾಮಿನಲ್ಲಿ ಸಂಗ್ರಹಿಸಲಾಗಿರುವ ಧಾನ್ಯವನ್ನು Driving Licence ಸಂಖ್ಯೆ ಆಧಾರದಲ್ಲಿ PARTIAL RELEASED ಮಾಡಲು ಹಾಗೂ ಬ್ಯಾಂಕ್ ದಾಖಲೆ RAICHUR U-1/23-24/WHR/260 ಸಂಖ್ಯೆ ದಿನಾಂಕ 11.02.2025 ರಂದು 281 ಚೀಲಗಳ ಬ್ಯಾಲೆನ್ಸ್ ಉಳಿದಿದ್ದು, ಬಾಕಿ ಹಣವನ್ನು 7 ದಿನಗಳೊಳಗೆ ಪಾವತಿಸಿ ತಮ್ಮ ದಾಸ್ತಾನನ್ನು ಬಿಡಿಸಿಕೊಳ್ಳಬೇಕು. ತಪ್ಪಿದಲ್ಲಿ ನಿಗಮದ ನಿಯಮಾನುಸಾರ ಹರಾಜು ಪ್ರಕ್ರಿಯೆ ಮೂಲಕ ವಿಲೇವಾರಿ ಮಾಡಲಾಗುವುದು ಎಂದು ಈ ಮೂಲಕ ತಿಳಿಯಪಡಿಸಲಾಗಿದೆ.	[709, 1291, 921, 1384]
header-urls	[170, 68, 306, 100]
jayalakshmi-kicker: ಡಾ.ಜಯಲಕ್ಷ್ಮೀ ಮಂಗಳಮೂರ್ತಿಗೆ ಅಭಿನಂದನಾ ಸಮಾರಂಭ	[506, 713, 763, 729]
banjara-text: ತಾಲೂಕಿನ ಗುಡದನಾಳ ತಾಂಡಾದಲ್ಲಿ ಬಂಜಾರ ಸಮುದಾಯದ ಸಾಂಪ್ರದಾಯಿಕ ಸೀತ್ಲಾ ಹಬ್ಬವನ್ನು ಸಂಭ್ರಮದಿಂದ ಆಚರಿಸಲಾಯಿತು. ಮಳೆಗಾಲದ ಆರಂಭದಲ್ಲಿ ಜಾನುವಾರುಗಳಿಗೆ ರೋಗ ಬರದಂತೆ ಹಾಗೂ ಉತ್ತಮ ಮಳೆ ಬೆಳೆಗಾಗಿ ಸೀತ್ಲಾ ದೇವಿಗೆ ಪೂಜೆ ಸಲ್ಲಿಸುವ ಸಂಪ್ರದಾಯವಿದೆ. ತಾಂಡಾದ ಮಹಿಳೆಯರು ಸಾಂಪ್ರದಾಯಿಕ ಉಡುಗೆ ತೊಟ್ಟು ಹಾಡು ಹೇಳುತ್ತಾ ನೃತ್ಯ ಮಾಡಿ ಸಂಭ್ರಮಿಸಿದರು. ಬಂಜಾರ ಸಮುದಾಯದ ಸಂಸ್ಕೃತಿ, ಆಚಾರ ವಿಚಾರಗಳನ್ನು ಮುಂದಿನ ಪೀಳಿಗೆಗೆ ಪರಿಚಯಿಸುವುದು ಅಗತ್ಯ ಎಂದು ಮುಖಂಡರು ತಿಳಿಸಿದರು. ಸಮುದಾಯದ ಹಿರಿಯರು, ಮಹಿಳೆಯರು, ಯುವಕರು ಹಾಗೂ ಮಕ್ಕಳು ಪಾಲ್ಗೊಂಡಿದ್ದರು. ಹಬ್ಬದ ಅಂಗವಾಗಿ ಸಾಮೂಹಿಕ ಭೋಜನ ನಡೆಯಿತು.	[488, 1355, 700, 1475]
column-rule	[226, 482, 227, 1492]
jayalakshmi-headline-1: ಜು.13 ರಂದು ಜಯದೀಪ್ತಿ ಅಭಿನಂದನಾ	[508, 735, 868, 769]
banner-rule	[230, 466, 480, 468]
jayalakshmi-body	[488, 818, 924, 958]
banjara-headline-bar	[488, 1228, 700, 1250]
ksdc-date: ದಿನಾಂಕ: 09.07.2025	[854, 1254, 921, 1263]
dcc-body	[488, 1024, 698, 1220]
banjara-byline: ■ ಸುದ್ದಿಮೂಲ ವಾರ್ತೆ ಲಿಂಗಸುಗೂರು, ಜು.10:	[488, 1355, 634, 1365]
panchayat-headline-3: ಬಸಮ್ಮ ರಾಮಣ್ಣ	[486, 178, 598, 202]
labour-headline-2: ರದ್ದುಪಡಿಸಿ - ಶರ್ಫುದ್ದೀನ್ ಪೋತ್ನಾಳ್	[652, 162, 843, 181]
registration-mark: ⊕	[14, 1514, 28, 1533]
masthead-logo: ಸುದ್ದಿಮೂಲ	[772, 60, 899, 98]
page-number: 6	[28, 65, 49, 100]
twitter-link[interactable]: twitter.com/@suddimoola22	[648, 87, 776, 97]
mayor-headline: ಆರೋಗ್ಯ ಕಾರಣಕ್ಕೆ ಮೇಯರ್ ರಜೆ	[240, 648, 438, 669]
certificate-village: ಕುಕನೂರು	[894, 1187, 921, 1196]
ksdc-sub: ನೀಲಕಂಠ, ಗಂಜ್, ಎಪಿಎಂಸಿ ಯಾರ್ಡ್ ರಾಯಚೂರು	[752, 1244, 878, 1253]
ksdc-tag: ಪ್ರಕಟಣೆ	[709, 1270, 753, 1288]
mantralaya-headline: ಮಂತ್ರಾಲಯಕ್ಕೆ ಹರಿದು ಬಂದ ಭಕ್ತಸಾಗರ	[232, 488, 437, 507]
